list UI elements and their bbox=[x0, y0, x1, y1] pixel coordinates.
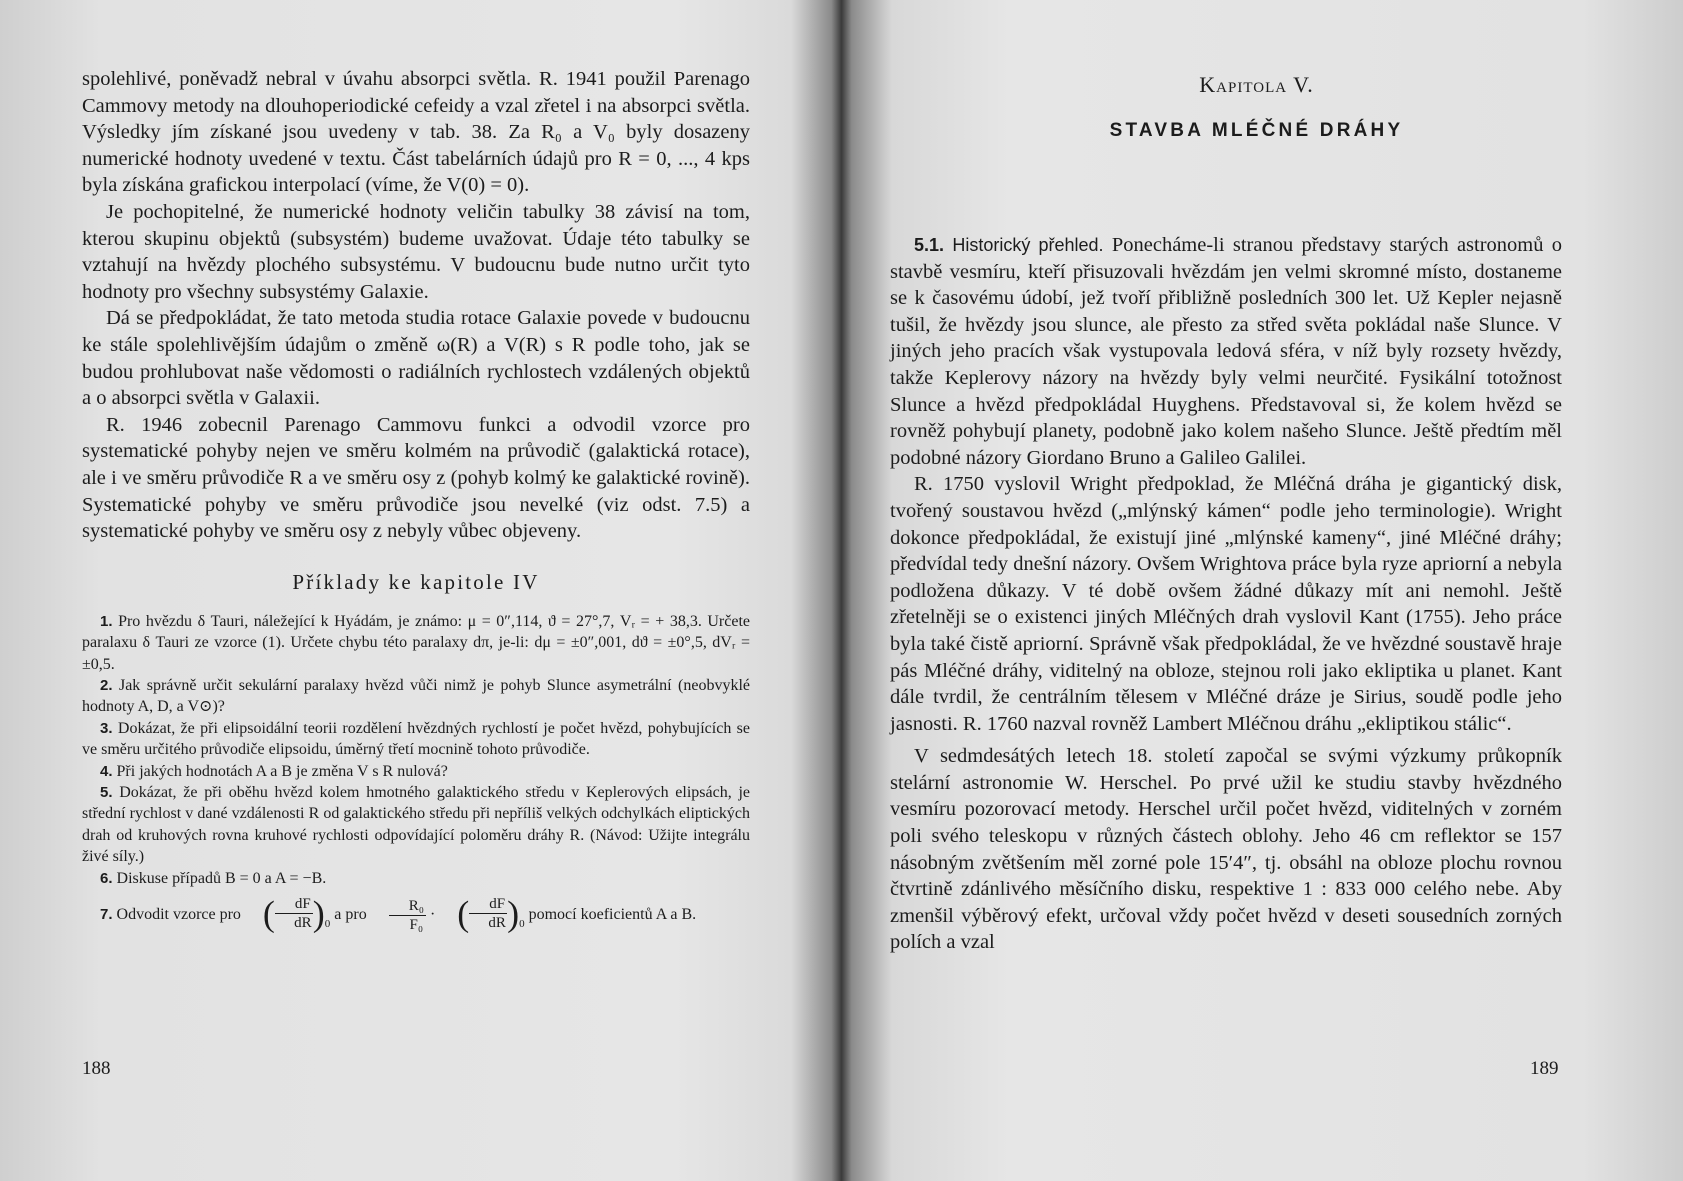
example-text: pomocí koeficientů A a B. bbox=[528, 905, 697, 923]
paragraph: R. 1946 zobecnil Parenago Cammovu funkci a odvodil vzorce pro systematické pohyby nejen ve směru kolmém na průvodič (galaktická rotace), ale i ve směru průvodiče R a ve směru osy z (pohyb kolmý ke galaktické rovině). Systematické pohyby ve směru průvodiče jsou nevelké (viz odst. 7.5) a systematické pohyby ve směru osy z nebyly vůbec objeveny. bbox=[82, 413, 750, 543]
example-text: Odvodit vzorce pro bbox=[116, 905, 241, 923]
section-title: Historický přehled. bbox=[952, 235, 1104, 255]
example-number: 1. bbox=[100, 612, 113, 630]
example-text: Dokázat, že při elipsoidální teorii rozdělení hvězdných rychlostí je počet hvězd, pohybujících se ve směru určitého průvodiče elipsoidu, úměrný třetí mocnině tohoto průvodiče. bbox=[82, 719, 751, 759]
paragraph: Ponecháme-li stranou představy starých astronomů o stavbě vesmíru, kteří přisuzovali hvězdám jen velmi skromné místo, dostaneme se k časovému údobí, jež tvoří přibližně posledních 300 let. Už Kepler nejasně tušil, že hvězdy jsou slunce, ale přesto za střed světa pokládal naše Slunce. V jiných jeho pracích však vystupovala ledová sféra, v níž byly rozsety hvězdy, takže Keplerovy názory na hvězdy byly velmi neurčité. Fysikální totožnost Slunce a hvězd předpokládal Huyghens. Představoval si, že kolem hvězd se rovněž pohybují planety, podobně jako kolem našeho Slunce. Ještě předtím měl podobné názory Giordano Bruno a Galileo Galilei. bbox=[890, 234, 1563, 469]
formula-dF-dR-second: ( $\frac{dF}{dR}$ )$_0$ bbox=[457, 893, 525, 934]
page-number: 188 bbox=[82, 1058, 111, 1079]
example-item bbox=[82, 782, 750, 868]
fraction-numerator: dF bbox=[469, 895, 507, 914]
examples-heading: Příklady ke kapitole IV bbox=[292, 569, 540, 594]
page-number: 189 bbox=[1530, 1058, 1559, 1079]
formula-dF-dR: ( $\frac{dF}{dR}$ )$_0$ bbox=[262, 893, 331, 934]
paragraph: spolehlivé, poněvadž nebral v úvahu absorpci světla. R. 1941 použil Parenago Cammovy metody na dlouhoperiodické cefeidy a vzal zřetel i na absorpci světla. Výsledky jím získané jsou uvedeny v tab. 38. Za R₀ a V₀ byly dosazeny numerické hodnoty uvedené v textu. Část tabelárních údajů pro R = 0, ..., 4 kps byla získána grafickou interpolací (víme, že V(0) = 0). bbox=[82, 68, 750, 197]
chapter-label: Kapitola V. bbox=[1199, 72, 1314, 97]
example-item bbox=[82, 718, 750, 761]
example-item bbox=[82, 868, 750, 889]
section-paragraph bbox=[890, 232, 1562, 471]
example-number: 4. bbox=[100, 762, 113, 780]
example-text: Dokázat, že při oběhu hvězd kolem hmotného galaktického středu v Keplerových elipsách, je střední rychlost v dané vzdálenosti R od galaktického středu při nepříliš velkých odchylkách eliptických drah od kruhových rovna kruhové rychlosti odpovídající poloměru dráhy R. (Návod: Užijte integrálu živé síly.) bbox=[82, 783, 751, 866]
subscript: 0 bbox=[324, 918, 331, 931]
fraction-numerator: dF bbox=[275, 895, 313, 914]
fraction-denominator: dR bbox=[294, 914, 312, 931]
example-text: Při jakých hodnotách A a B je změna V s R nulová? bbox=[116, 762, 448, 780]
chapter-title: STAVBA MLÉČNÉ DRÁHY bbox=[1109, 120, 1404, 141]
example-number: 6. bbox=[100, 869, 113, 887]
section-number: 5.1. bbox=[914, 235, 945, 255]
example-item bbox=[82, 611, 750, 675]
paragraph: R. 1750 vyslovil Wright předpoklad, že Mléčná dráha je gigantický disk, tvořený soustavou hvězd („mlýnský kámen“ podle jeho terminologie). Wright dokonce předpokládal, že existují jiné „mlýnské kameny“, jiné Mléčné dráhy; předvídal tedy dnešní názory. Ovšem Wrightova práce byla ryze apriorní a nebyla podložena důkazy. V té době ovšem žádné důkazy mít ani nemohl. Ještě zřetelněji se o existenci jiných Mléčných drah vyslovil Kant (1755). Jeho práce byla také čistě apriorní. Správně však předpokládal, že ve hvězdné soustavě hraje pás Mléčné dráhy, viditelný na obloze, stejnou roli jako ekliptika u planet. Kant dále tvrdil, že centrálním tělesem v Mléčné dráze je Sirius, soudě podle jeho jasnosti. R. 1760 nazval rovněž Lambert Mléčnou dráhu „ekliptikou stálic“. bbox=[890, 473, 1562, 735]
example-text: Jak správně určit sekulární paralaxy hvězd vůči nimž je pohyb Slunce asymetrální (neobvyklé hodnoty A, D, a V⊙)? bbox=[82, 676, 750, 716]
examples-list bbox=[82, 611, 750, 936]
fraction-denominator: F₀ bbox=[409, 916, 424, 933]
paragraph: Je pochopitelné, že numerické hodnoty veličin tabulky 38 závisí na tom, kterou skupinu objektů (subsystém) budeme uvažovat. Údaje této tabulky se vztahují na hvězdy plochého subsystému. V budoucnu bude nutno určit tyto hodnoty pro všechny subsystémy Galaxie. bbox=[82, 200, 750, 303]
example-item bbox=[82, 761, 750, 782]
fraction-numerator: R₀ bbox=[389, 897, 426, 916]
paragraph: V sedmdesátých letech 18. století započal se svými výzkumy průkopník stelární astronomie W. Herschel. Po prvé užil ke studiu stavby hvězdného vesmíru pozorovací metody. Herschel určil počet hvězd, viditelných v zorném poli svého teleskopu v různých částech oblohy. Jeho 46 cm reflektor se 157 násobným zvětšením měl zorné pole 15′4″, tj. obsáhl na obloze plochu rovnou čtvrtině zdánlivého měsíčního disku, respektive 1 : 833 000 celého nebe. Aby zmenšil výběrový efekt, určoval vždy počet hvězd v deseti sousedních zorných polích a vzal bbox=[890, 745, 1562, 954]
right-page-text bbox=[890, 232, 1562, 956]
paragraph: Dá se předpokládat, že tato metoda studia rotace Galaxie povede v budoucnu ke stále spolehlivějším údajům o změně ω(R) a V(R) s R podle toho, jak se budou prohlubovat naše vědomosti o radiálních rychlostech vzdálených objektů a o absorpci světla v Galaxii. bbox=[82, 307, 750, 410]
example-number: 2. bbox=[100, 676, 113, 694]
right-page bbox=[830, 0, 1683, 1181]
formula-R0-F0 bbox=[371, 897, 426, 934]
example-item bbox=[82, 675, 750, 718]
dot-operator: · bbox=[429, 905, 436, 923]
example-number: 5. bbox=[100, 783, 113, 801]
subscript: 0 bbox=[519, 918, 525, 931]
left-page-text bbox=[82, 66, 750, 936]
example-text: a pro bbox=[334, 905, 367, 923]
example-text: Pro hvězdu δ Tauri, náležející k Hyádám, je známo: μ = 0″,114, ϑ = 27°,7, Vᵣ = + 38,3. Určete paralaxu δ Tauri ze vzorce (1). Určete chybu této paralaxy dπ, je-li: dμ = ±0″,001, dϑ = ±0°,5, dVᵣ = ±0,5. bbox=[82, 612, 750, 673]
example-item bbox=[82, 895, 750, 936]
example-text: Diskuse případů B = 0 a A = −B. bbox=[116, 869, 327, 887]
left-page bbox=[0, 0, 820, 1181]
fraction-denominator: dR bbox=[488, 914, 506, 931]
example-number: 3. bbox=[100, 719, 113, 737]
example-number: 7. bbox=[100, 905, 113, 923]
